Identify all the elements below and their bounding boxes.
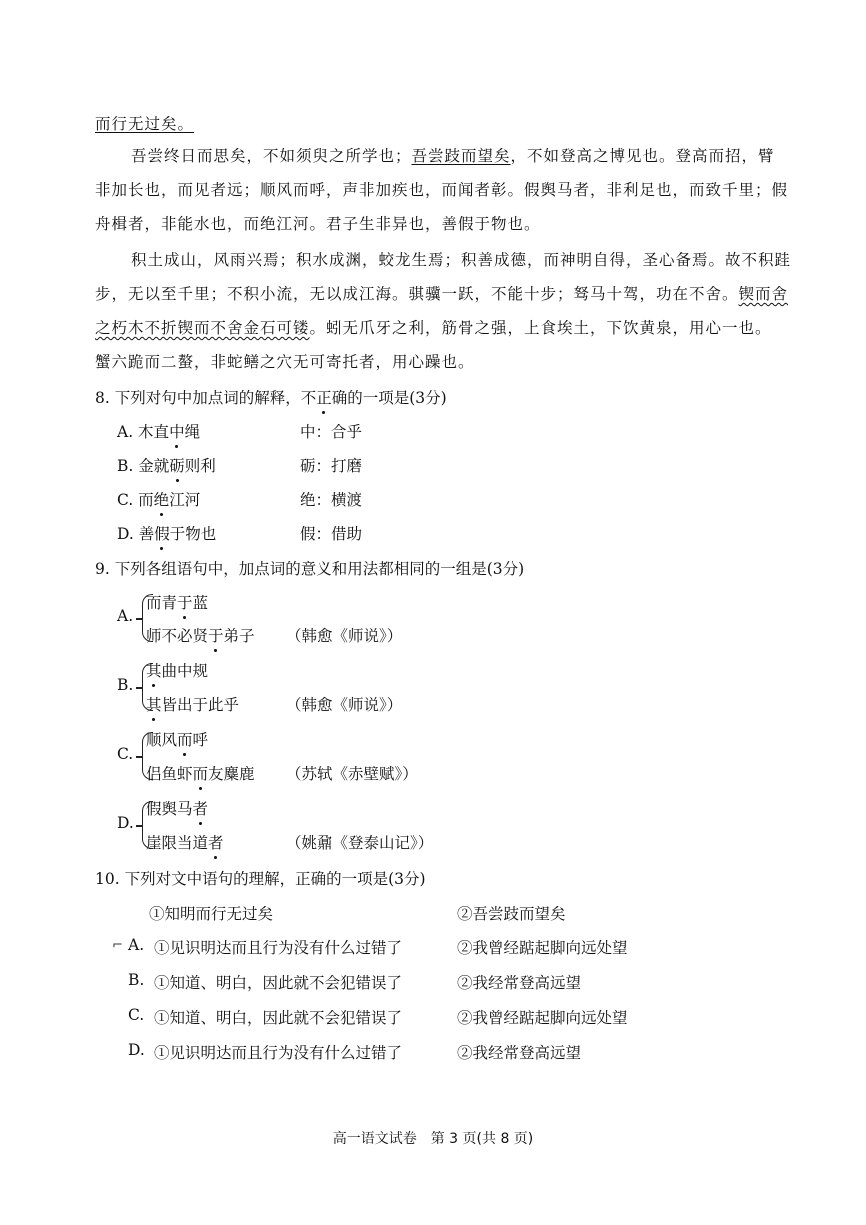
text: 于物也 <box>169 525 217 543</box>
dotted-word: 中 <box>169 420 185 442</box>
option-label: C. 而 <box>117 491 154 509</box>
q9-group-c-letter: C. <box>117 745 134 763</box>
q9-stem: 9. 下列各组语句中，加点词的意义和用法都相同的一组是(3分) <box>95 560 525 578</box>
text: ，不如登高之博见也。登高而招，臂 <box>510 147 775 165</box>
passage-line-7: 蟹六跪而二螯，非蛇鳝之穴无可寄托者，用心躁也。 <box>95 353 475 371</box>
passage-line-4: 积土成山，风雨兴焉；积水成渊，蛟龙生焉；积善成德，而神明自得，圣心备焉。故不积跬 <box>131 251 792 269</box>
option-label: D. 善 <box>117 525 155 543</box>
option-label: A. 木直 <box>117 423 170 441</box>
dotted-word: 而 <box>193 762 209 784</box>
dotted-word: 假 <box>154 522 170 544</box>
q10-option-c-c2: ②我曾经踮起脚向远处望 <box>457 1009 628 1027</box>
q10-option-c-label: C. <box>128 1006 145 1024</box>
passage-line-1 <box>131 144 775 166</box>
dotted-word: 绝 <box>154 488 170 510</box>
text: 曲中规 <box>161 662 209 680</box>
passage-line-5 <box>95 282 788 304</box>
q10-option-a-label: A. <box>128 936 145 954</box>
q10-option-a-c2: ②我曾经踮起脚向远处望 <box>457 939 628 957</box>
q8-option-d <box>117 522 216 544</box>
q9-group-c-source: （苏轼《赤壁赋》） <box>286 765 418 783</box>
q8-gloss-b: 砺：打磨 <box>300 457 363 475</box>
q9-group-b-letter: B. <box>117 676 134 694</box>
q8-option-b <box>117 454 216 476</box>
dotted-word: 者 <box>193 797 209 819</box>
text: 的一项是(3分) <box>347 389 447 407</box>
text: 8. 下列对句中加点词的解释， <box>95 389 301 407</box>
text: 步，无以至千里；不积小流，无以成江海。骐骥一跃，不能十步；驽马十驾，功在不舍。 <box>95 285 739 303</box>
q10-header-2: ②吾尝跂而望矣 <box>457 905 566 923</box>
dotted-word: 于 <box>208 624 224 646</box>
text: 则利 <box>184 457 216 475</box>
q8-gloss-a: 中：合乎 <box>300 423 363 441</box>
dotted-word: 而 <box>177 728 193 750</box>
wavy-underlined-phrase: 锲而舍 <box>738 285 789 303</box>
q8-gloss-d: 假：借助 <box>300 525 363 543</box>
passage-line-2: 非加长也，而见者远；顺风而呼，声非加疾也，而闻者彰。假舆马者，非利足也，而致千里；假 <box>95 181 789 199</box>
text: 顺风 <box>146 731 178 749</box>
passage-line-3: 舟楫者，非能水也，而绝江河。君子生非异也，善假于物也。 <box>95 215 541 233</box>
dotted-text: 不正确 <box>301 386 348 408</box>
q9-group-b-source: （韩愈《师说》） <box>286 696 403 714</box>
pen-mark-icon: ⌐ <box>112 938 123 953</box>
q9-group-c-line-1 <box>146 728 208 750</box>
dotted-word: 者 <box>208 831 224 853</box>
page-footer: 高一语文试卷 第 3 页(共 8 页) <box>332 1131 534 1147</box>
dotted-word: 于 <box>177 591 193 613</box>
dotted-word: 其 <box>146 659 162 681</box>
option-label: B. 金就 <box>117 457 170 475</box>
text: 。蚓无爪牙之利，筋骨之强，上食埃土，下饮黄泉，用心一也。 <box>309 319 772 337</box>
dotted-word: 其 <box>146 693 162 715</box>
underlined-phrase: 吾尝跂而望矣 <box>411 147 511 165</box>
q10-stem: 10. 下列对文中语句的理解，正确的一项是(3分) <box>95 870 426 888</box>
text: 江河 <box>169 491 201 509</box>
text: 弟子 <box>223 627 255 645</box>
q10-option-d-c1: ①见识明达而且行为没有什么过错了 <box>154 1044 403 1062</box>
text: 崖限当道 <box>146 834 209 852</box>
text: 侣鱼虾 <box>146 765 193 783</box>
text: 蓝 <box>192 594 209 612</box>
q10-header-1: ①知明而行无过矣 <box>149 905 274 923</box>
text: 友麋鹿 <box>208 765 255 783</box>
q9-group-b-line-2 <box>146 693 239 715</box>
text: 绳 <box>184 423 201 441</box>
wavy-underlined-phrase: 之朽木不折锲而不舍金石可镂 <box>95 319 310 337</box>
text: 呼 <box>192 731 209 749</box>
q10-option-a-c1: ①见识明达而且行为没有什么过错了 <box>154 939 403 957</box>
q9-group-a-line-1 <box>146 591 208 613</box>
q10-option-b-label: B. <box>128 971 145 989</box>
q10-option-d-label: D. <box>128 1041 145 1059</box>
text: 假舆马 <box>146 800 193 818</box>
passage-line-6 <box>95 316 772 338</box>
dotted-word: 砺 <box>169 454 185 476</box>
emphasized-word <box>301 389 348 407</box>
passage-line-0: 而行无过矣。 <box>95 115 195 133</box>
q9-group-a-source: （韩愈《师说》） <box>286 627 403 645</box>
text: 皆出于此乎 <box>161 696 240 714</box>
q10-option-b-c1: ①知道、明白，因此就不会犯错误了 <box>154 974 403 992</box>
q9-group-c-line-2 <box>146 762 255 784</box>
q9-group-d-line-2 <box>146 831 224 853</box>
text: 而青 <box>146 594 178 612</box>
q8-option-c <box>117 488 200 510</box>
q9-group-d-line-1 <box>146 797 208 819</box>
q8-option-a <box>117 420 200 442</box>
q9-group-d-letter: D. <box>117 814 134 832</box>
q9-group-a-letter: A. <box>117 607 134 625</box>
q9-group-d-source: （姚鼐《登泰山记》） <box>286 834 434 852</box>
q8-stem <box>95 386 447 408</box>
q9-group-b-line-1 <box>146 659 208 681</box>
text: 师不必贤 <box>146 627 209 645</box>
q8-gloss-c: 绝：横渡 <box>300 491 363 509</box>
text: 吾尝终日而思矣，不如须臾之所学也； <box>131 147 412 165</box>
q10-option-b-c2: ②我经常登高远望 <box>457 974 582 992</box>
q9-group-a-line-2 <box>146 624 255 646</box>
q10-option-d-c2: ②我经常登高远望 <box>457 1044 582 1062</box>
q10-option-c-c1: ①知道、明白，因此就不会犯错误了 <box>154 1009 403 1027</box>
